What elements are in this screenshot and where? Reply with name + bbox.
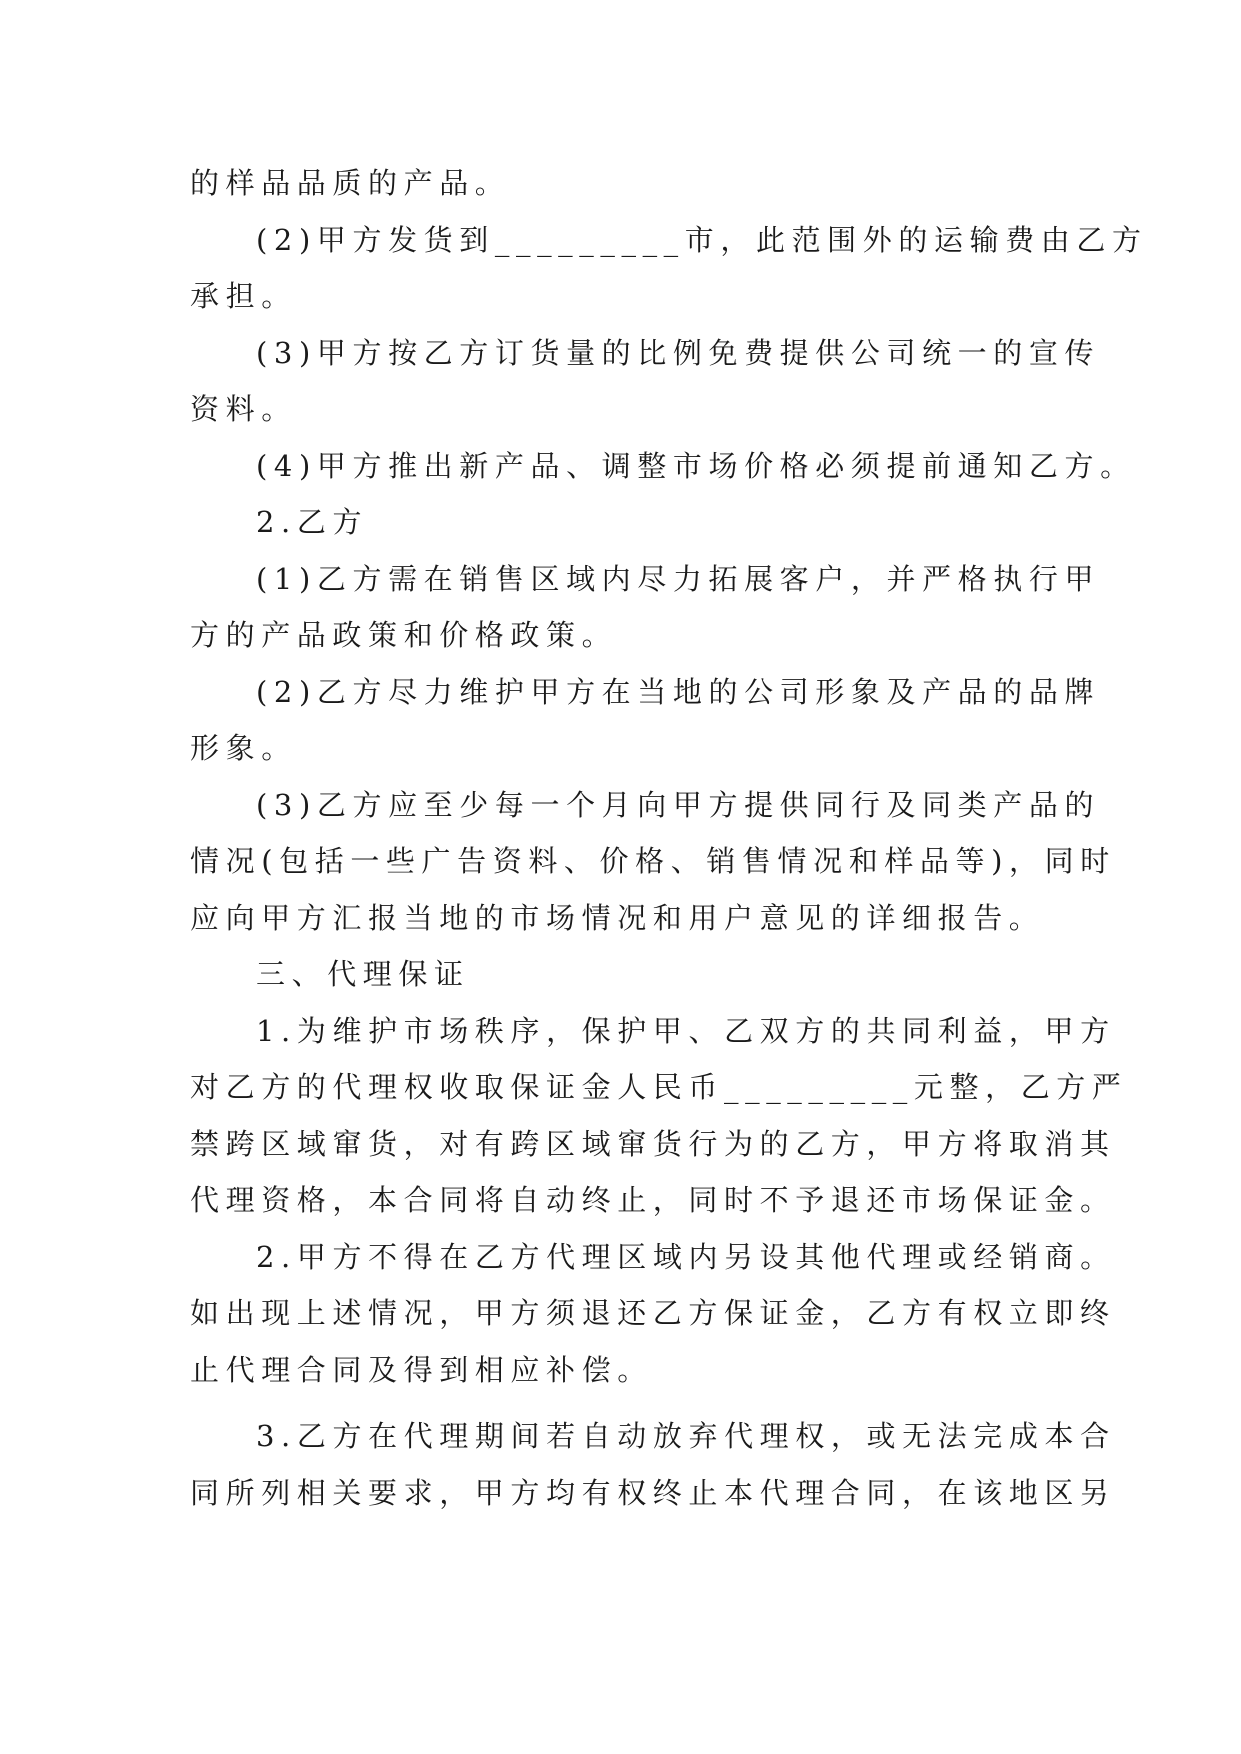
- text-line: 如出现上述情况，甲方须退还乙方保证金，乙方有权立即终: [190, 1296, 1116, 1330]
- section-heading: 三、代理保证: [256, 957, 470, 991]
- text-line: (3)乙方应至少每一个月向甲方提供同行及同类产品的: [256, 787, 1101, 822]
- text-line: 1.为维护市场秩序，保护甲、乙双方的共同利益，甲方: [256, 1013, 1116, 1048]
- text-line: 的样品品质的产品。: [190, 166, 511, 200]
- text-line: 承担。: [190, 279, 297, 313]
- text-line: (4)甲方推出新产品、调整市场价格必须提前通知乙方。: [256, 448, 1136, 483]
- text-line: (1)乙方需在销售区域内尽力拓展客户，并严格执行甲: [256, 561, 1101, 596]
- text-line: 禁跨区域窜货，对有跨区域窜货行为的乙方，甲方将取消其: [190, 1126, 1116, 1161]
- text-line: 2.甲方不得在乙方代理区域内另设其他代理或经销商。: [256, 1239, 1116, 1274]
- text-line: (2)甲方发货到_________市，此范围外的运输费由乙方: [256, 222, 1148, 257]
- text-line: (3)甲方按乙方订货量的比例免费提供公司统一的宣传: [256, 335, 1101, 370]
- text-line: 代理资格，本合同将自动终止，同时不予退还市场保证金。: [190, 1183, 1116, 1217]
- text-line: 3.乙方在代理期间若自动放弃代理权，或无法完成本合: [256, 1419, 1116, 1453]
- text-line: 对乙方的代理权收取保证金人民币_________元整，乙方严: [190, 1070, 1128, 1104]
- text-line: 方的产品政策和价格政策。: [190, 618, 618, 652]
- text-line: 应向甲方汇报当地的市场情况和用户意见的详细报告。: [190, 900, 1045, 935]
- paragraph-gap: [190, 1398, 1060, 1408]
- text-line: 情况(包括一些广告资料、价格、销售情况和样品等)，同时: [190, 844, 1116, 878]
- text-line: 同所列相关要求，甲方均有权终止本代理合同，在该地区另: [190, 1475, 1116, 1510]
- section-heading: 2.乙方: [256, 505, 369, 539]
- text-line: 形象。: [190, 731, 297, 765]
- text-line: 止代理合同及得到相应补偿。: [190, 1352, 653, 1387]
- document-body: [190, 155, 1148, 1521]
- text-line: 资料。: [190, 392, 297, 426]
- text-line: (2)乙方尽力维护甲方在当地的公司形象及产品的品牌: [256, 674, 1101, 709]
